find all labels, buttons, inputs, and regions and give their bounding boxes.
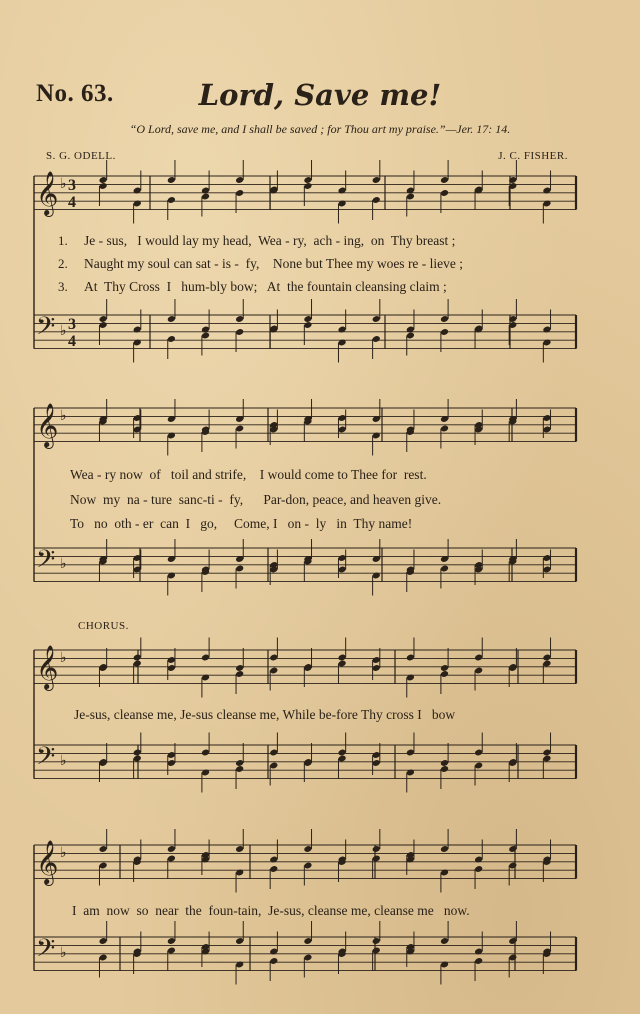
verse-3-line-2: To no oth - er can I go, Come, I on - ly in Thy name! bbox=[70, 516, 413, 531]
bass-clef: 𝄢 bbox=[36, 545, 56, 580]
verse-number: 2. bbox=[58, 256, 68, 271]
composer-credit: J. C. FISHER. bbox=[498, 150, 568, 162]
treble-clef: 𝄞 bbox=[36, 171, 59, 215]
bass-clef: 𝄢 bbox=[36, 742, 56, 777]
flat-sign: ♭ bbox=[60, 177, 67, 192]
time-signature-top: 3 bbox=[68, 316, 76, 333]
flat-sign: ♭ bbox=[60, 946, 67, 961]
flat-sign: ♭ bbox=[60, 651, 67, 666]
treble-clef: 𝄞 bbox=[36, 645, 59, 689]
time-signature-bottom: 4 bbox=[68, 194, 76, 211]
chorus-line-1: Je-sus, cleanse me, Je-sus cleanse me, While be-fore Thy cross I bow bbox=[74, 707, 456, 722]
chorus-line-2: I am now so near the foun-tain, Je-sus, cleanse me, cleanse me now. bbox=[72, 903, 470, 918]
flat-sign: ♭ bbox=[60, 409, 67, 424]
verse-3-line-1: At Thy Cross I hum-bly bow; At the fountain cleansing claim ; bbox=[84, 279, 447, 294]
time-signature-bottom: 4 bbox=[68, 333, 76, 350]
verse-1-line-2: Wea - ry now of toil and strife, I would come to Thee for rest. bbox=[70, 467, 427, 482]
bass-clef: 𝄢 bbox=[36, 312, 56, 347]
chorus-label: CHORUS. bbox=[78, 620, 129, 632]
time-signature-top: 3 bbox=[68, 177, 76, 194]
verse-number: 1. bbox=[58, 233, 68, 248]
hymn-number: No. 63. bbox=[36, 80, 114, 107]
treble-clef: 𝄞 bbox=[36, 840, 59, 884]
verse-2-line-2: Now my na - ture sanc-ti - fy, Par-don, peace, and heaven give. bbox=[70, 492, 442, 507]
bass-clef: 𝄢 bbox=[36, 934, 56, 969]
flat-sign: ♭ bbox=[60, 324, 67, 339]
flat-sign: ♭ bbox=[60, 754, 67, 769]
flat-sign: ♭ bbox=[60, 557, 67, 572]
verse-1-line-1: Je - sus, I would lay my head, Wea - ry, ach - ing, on Thy breast ; bbox=[84, 233, 456, 248]
verse-2-line-1: Naught my soul can sat - is - fy, None but Thee my woes re - lieve ; bbox=[84, 256, 464, 271]
treble-clef: 𝄞 bbox=[36, 403, 59, 447]
flat-sign: ♭ bbox=[60, 846, 67, 861]
scripture-epigraph: “O Lord, save me, and I shall be saved ; for Thou art my praise.”—Jer. 17: 14. bbox=[129, 122, 511, 136]
hymn-title: Lord, Save me! bbox=[198, 78, 442, 112]
verse-number: 3. bbox=[58, 279, 68, 294]
author-credit: S. G. ODELL. bbox=[46, 150, 116, 162]
